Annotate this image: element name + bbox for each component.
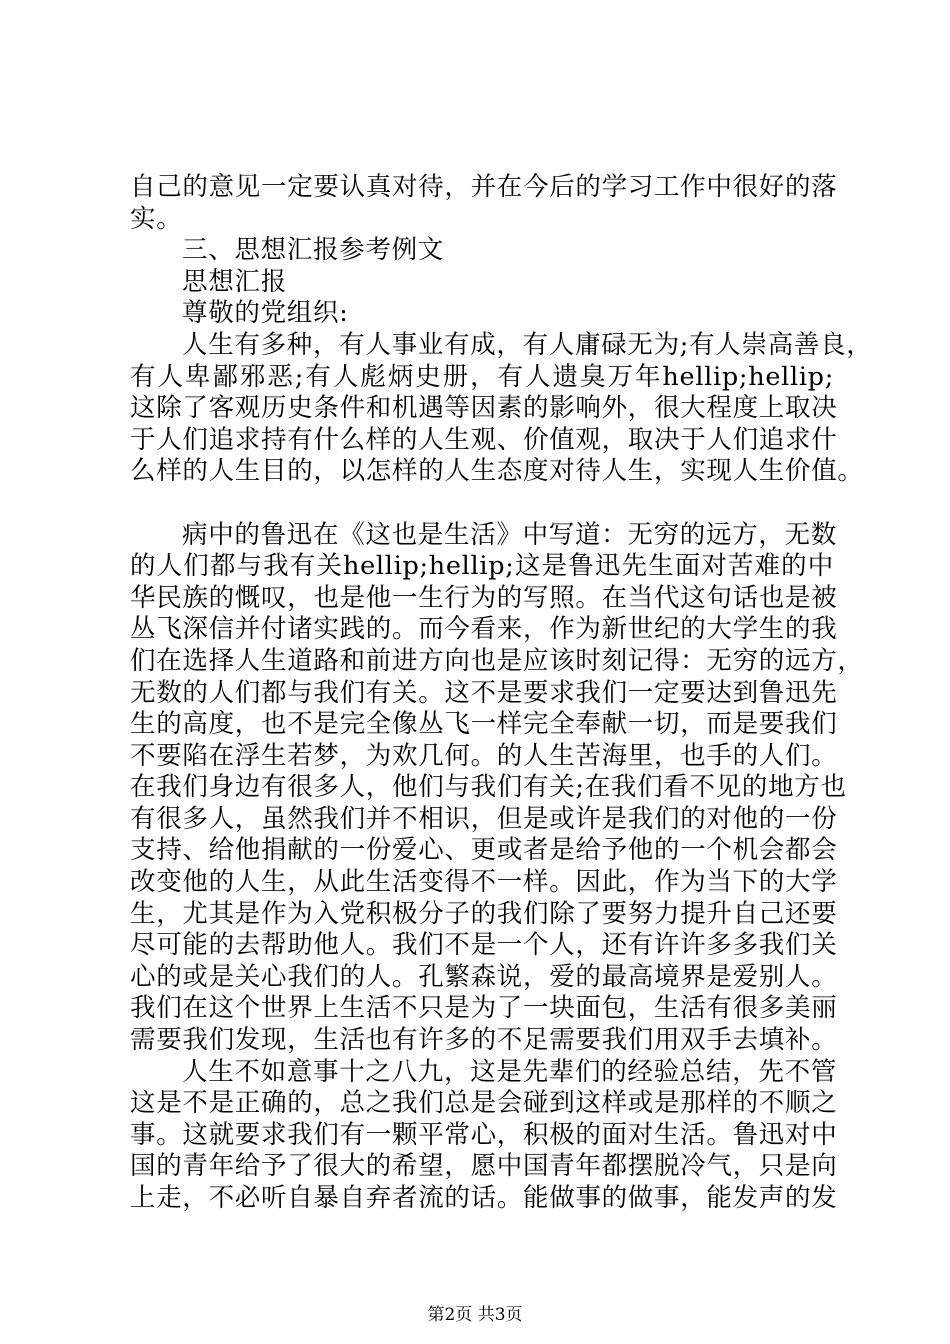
text-line: 于人们追求持有什么样的人生观、价值观，取决于人们追求什 bbox=[130, 424, 838, 455]
page-footer bbox=[0, 1300, 950, 1325]
text-line: 生的高度，也不是完全像丛飞一样完全奉献一切，而是要我们 bbox=[130, 709, 838, 740]
text-line: 改变他的人生，从此生活变得不一样。因此，作为当下的大学 bbox=[130, 867, 838, 898]
text-line: 们在选择人生道路和前进方向也是应该时刻记得：无穷的远方， bbox=[130, 645, 864, 676]
text-line: 国的青年给予了很大的希望，愿中国青年都摆脱冷气，只是向 bbox=[130, 1151, 838, 1182]
text-line: 这是不是正确的，总之我们总是会碰到这样或是那样的不顺之 bbox=[130, 1088, 838, 1119]
text-line: 么样的人生目的，以怎样的人生态度对待人生，实现人生价值。 bbox=[130, 456, 864, 487]
text-line: 无数的人们都与我们有关。这不是要求我们一定要达到鲁迅先 bbox=[130, 677, 838, 708]
text-line: 丛飞深信并付诸实践的。而今看来，作为新世纪的大学生的我 bbox=[130, 614, 838, 645]
text-line: 尽可能的去帮助他人。我们不是一个人，还有许许多多我们关 bbox=[130, 930, 838, 961]
text-line: 尊敬的党组织: bbox=[182, 298, 349, 329]
text-line: 不要陷在浮生若梦，为欢几何。的人生苦海里，也手的人们。 bbox=[130, 740, 838, 771]
text-line: 实。 bbox=[130, 203, 183, 234]
text-line: 上走，不必听自暴自弃者流的话。能做事的做事，能发声的发 bbox=[130, 1183, 838, 1213]
paragraph-gap bbox=[130, 488, 834, 520]
text-line: 人生不如意事十之八九，这是先辈们的经验总结，先不管 bbox=[182, 1056, 838, 1087]
text-line: 心的或是关心我们的人。孔繁森说，爱的最高境界是爱别人。 bbox=[130, 961, 838, 992]
text-line: 思想汇报 bbox=[182, 266, 287, 297]
text-line: 的人们都与我有关hellip;hellip;这是鲁迅先生面对苦难的中 bbox=[130, 551, 834, 582]
page-number-label: 第2页 共3页 bbox=[427, 1305, 523, 1325]
document-body bbox=[130, 172, 873, 1215]
text-line: 人生有多种，有人事业有成，有人庸碌无为;有人崇高善良， bbox=[182, 329, 873, 360]
text-line: 病中的鲁迅在《这也是生活》中写道：无穷的远方，无数 bbox=[182, 519, 838, 550]
text-line: 支持、给他捐献的一份爱心、更或者是给予他的一个机会都会 bbox=[130, 835, 838, 866]
text-line: 需要我们发现，生活也有许多的不足需要我们用双手去填补。 bbox=[130, 1025, 838, 1056]
text-line: 在我们身边有很多人，他们与我们有关;在我们看不见的地方也 bbox=[130, 772, 847, 803]
text-line: 我们在这个世界上生活不只是为了一块面包，生活有很多美丽 bbox=[130, 993, 838, 1024]
text-line: 三、思想汇报参考例文 bbox=[182, 235, 445, 266]
text-line: 自己的意见一定要认真对待，并在今后的学习工作中很好的落 bbox=[130, 172, 838, 202]
text-line: 生，尤其是作为入党积极分子的我们除了要努力提升自己还要 bbox=[130, 898, 838, 929]
text-line: 这除了客观历史条件和机遇等因素的影响外，很大程度上取决 bbox=[130, 393, 838, 424]
text-line: 事。这就要求我们有一颗平常心，积极的面对生活。鲁迅对中 bbox=[130, 1119, 838, 1150]
text-line: 华民族的慨叹，也是他一生行为的写照。在当代这句话也是被 bbox=[130, 582, 838, 613]
text-line: 有人卑鄙邪恶;有人彪炳史册，有人遗臭万年hellip;hellip; bbox=[130, 361, 834, 392]
text-line: 有很多人，虽然我们并不相识，但是或许是我们的对他的一份 bbox=[130, 803, 838, 834]
